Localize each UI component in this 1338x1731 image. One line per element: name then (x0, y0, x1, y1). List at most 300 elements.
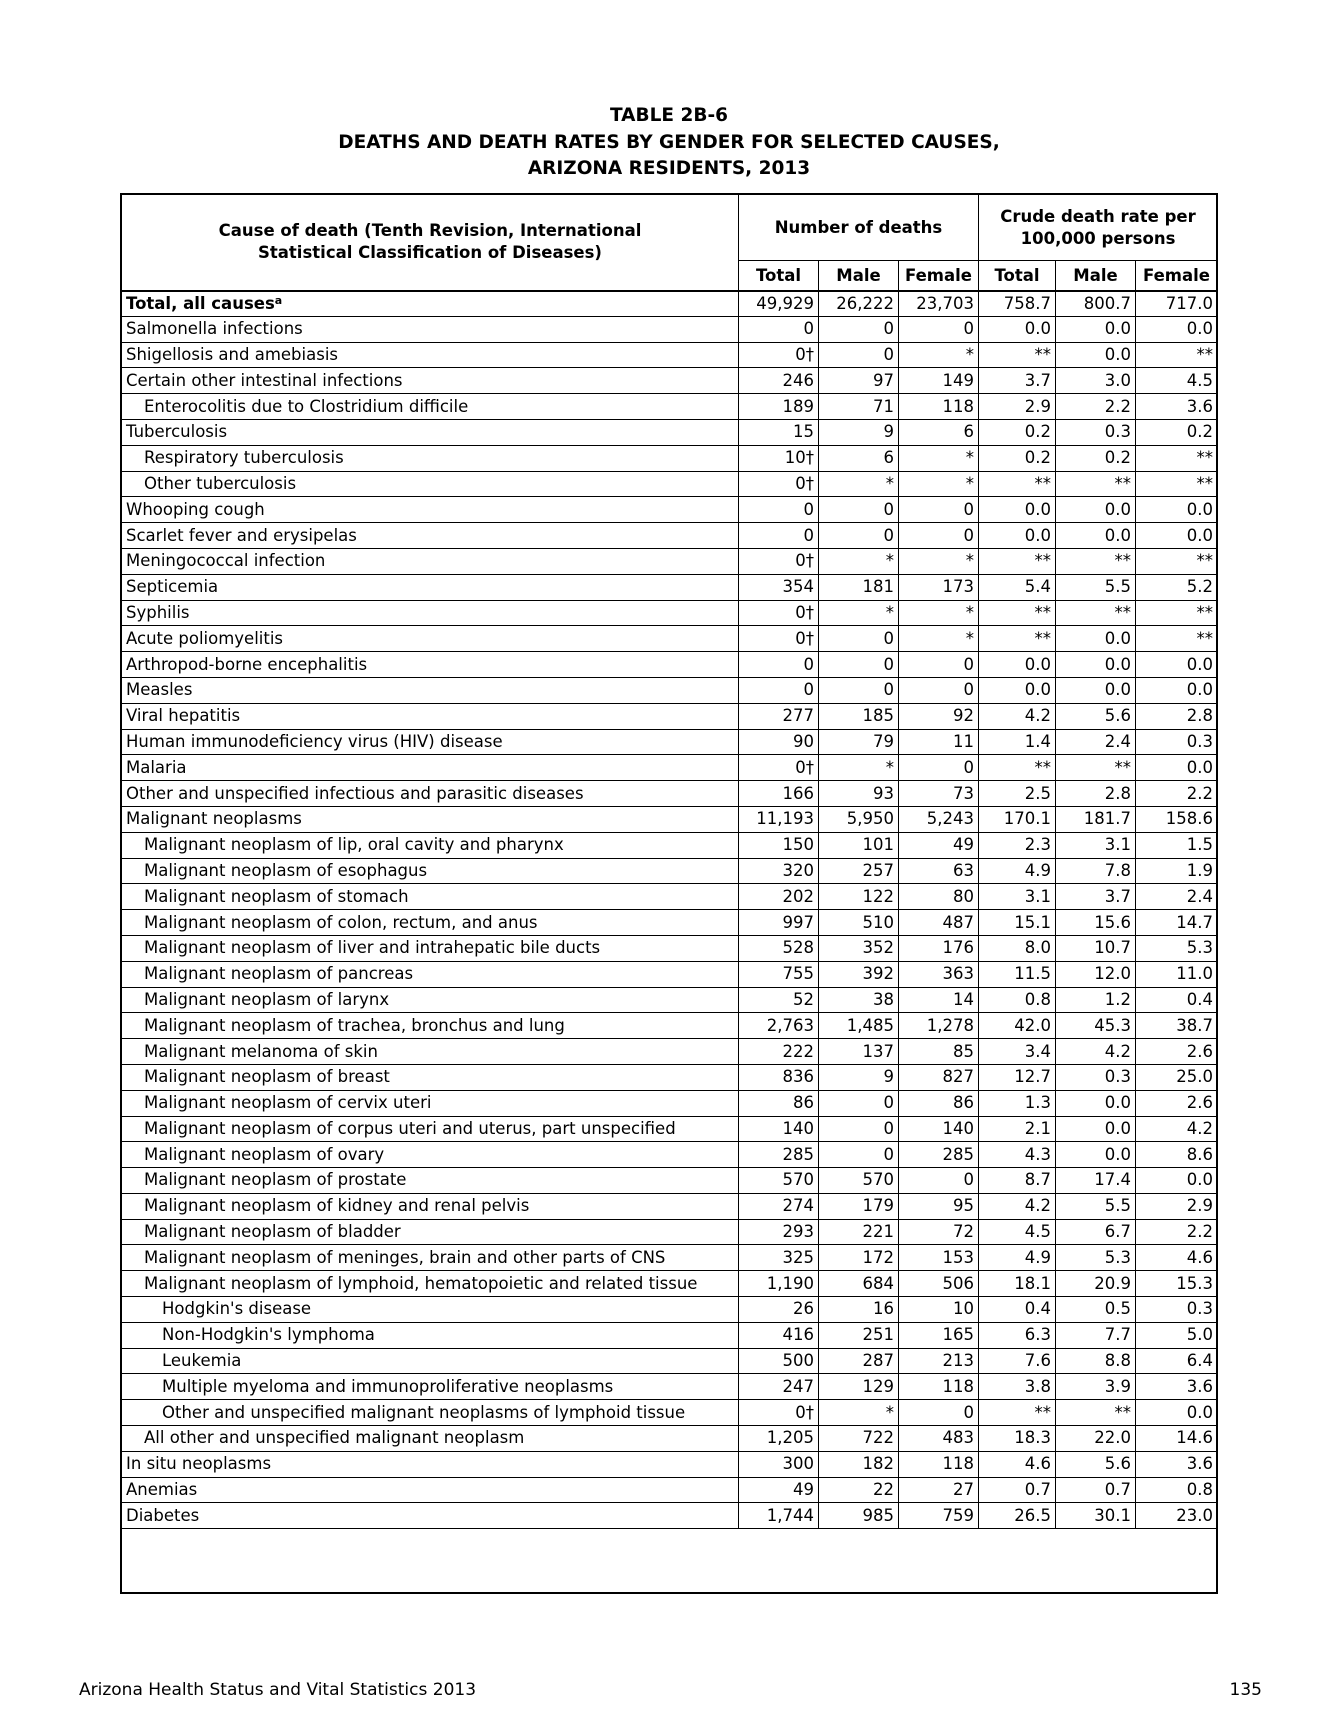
rate-male-cell: 800.7 (1056, 291, 1136, 317)
rate-female-cell: 0.3 (1136, 729, 1218, 755)
rate-total-cell: 0.2 (979, 445, 1056, 471)
rate-total-cell: 5.4 (979, 574, 1056, 600)
female-cell: 49 (899, 832, 979, 858)
rate-female-cell: 6.4 (1136, 1348, 1218, 1374)
cause-label: Malignant melanoma of skin (144, 1041, 378, 1061)
cause-label: Malignant neoplasm of lymphoid, hematopoietic and related tissue (144, 1273, 698, 1293)
rate-total-cell: 4.2 (979, 703, 1056, 729)
female-cell: 72 (899, 1219, 979, 1245)
total-cell: 755 (739, 961, 819, 987)
total-cell: 26 (739, 1297, 819, 1323)
rate-male-cell: ** (1056, 600, 1136, 626)
rate-female-cell: 0.0 (1136, 497, 1218, 523)
total-cell: 0† (739, 755, 819, 781)
table-row (122, 394, 1218, 420)
male-cell: 251 (819, 1322, 899, 1348)
rate-total-cell: 0.2 (979, 419, 1056, 445)
rate-total-cell: 11.5 (979, 961, 1056, 987)
female-cell: 80 (899, 884, 979, 910)
table-title (0, 103, 1338, 183)
cause-cell (122, 832, 739, 858)
male-cell: 0 (819, 1116, 899, 1142)
male-cell: 0 (819, 626, 899, 652)
rate-total-cell: ** (979, 626, 1056, 652)
total-cell: 293 (739, 1219, 819, 1245)
total-cell: 416 (739, 1322, 819, 1348)
male-cell: 0 (819, 677, 899, 703)
table-row (122, 523, 1218, 549)
female-cell: 92 (899, 703, 979, 729)
female-cell: 85 (899, 1039, 979, 1065)
male-cell: 6 (819, 445, 899, 471)
rate-total-cell: 1.4 (979, 729, 1056, 755)
rate-male-cell: 0.0 (1056, 677, 1136, 703)
cause-cell (122, 1374, 739, 1400)
rate-male-cell: 12.0 (1056, 961, 1136, 987)
rate-male-cell: 6.7 (1056, 1219, 1136, 1245)
total-cell: 0† (739, 342, 819, 368)
male-cell: * (819, 755, 899, 781)
male-cell: 985 (819, 1503, 899, 1529)
female-cell: * (899, 471, 979, 497)
table-number: TABLE 2B-6 (610, 105, 728, 126)
rate-female-cell: 3.6 (1136, 394, 1218, 420)
rate-total-header: Total (979, 261, 1056, 291)
female-cell: 0 (899, 755, 979, 781)
male-cell: 185 (819, 703, 899, 729)
male-cell: 101 (819, 832, 899, 858)
rate-female-cell: 0.0 (1136, 652, 1218, 678)
total-cell: 0 (739, 652, 819, 678)
total-cell: 0† (739, 600, 819, 626)
cause-cell (122, 1297, 739, 1323)
total-cell: 300 (739, 1451, 819, 1477)
rate-male-cell: 45.3 (1056, 1013, 1136, 1039)
rate-female-cell: 2.9 (1136, 1193, 1218, 1219)
rate-male-cell: 5.6 (1056, 703, 1136, 729)
cause-label: Malignant neoplasm of breast (144, 1067, 390, 1087)
table-row (122, 910, 1218, 936)
male-cell: 172 (819, 1245, 899, 1271)
cause-label: Malignant neoplasm of cervix uteri (144, 1093, 432, 1113)
footer-publication: Arizona Health Status and Vital Statistics 2013 (79, 1680, 477, 1700)
rate-total-cell: 4.3 (979, 1142, 1056, 1168)
cause-label: Malignant neoplasm of ovary (144, 1144, 385, 1164)
total-cell: 11,193 (739, 806, 819, 832)
cause-cell (122, 910, 739, 936)
cause-label: Total, all causes (126, 293, 275, 313)
female-cell: 118 (899, 1374, 979, 1400)
table-row (122, 1245, 1218, 1271)
male-cell: 722 (819, 1426, 899, 1452)
cause-label: Hodgkin's disease (162, 1299, 312, 1319)
cause-label: Enterocolitis due to Clostridium difficile (144, 396, 469, 416)
deaths-male-header: Male (819, 261, 899, 291)
rate-total-cell: 758.7 (979, 291, 1056, 317)
female-cell: 827 (899, 1064, 979, 1090)
female-cell: 95 (899, 1193, 979, 1219)
cause-cell (122, 394, 739, 420)
female-cell: 5,243 (899, 806, 979, 832)
table-row (122, 316, 1218, 342)
female-cell: 0 (899, 652, 979, 678)
total-cell: 320 (739, 858, 819, 884)
cause-cell (122, 806, 739, 832)
rate-total-cell: 26.5 (979, 1503, 1056, 1529)
rate-total-cell: 42.0 (979, 1013, 1056, 1039)
rate-total-cell: 2.9 (979, 394, 1056, 420)
rate-female-cell: ** (1136, 626, 1218, 652)
female-cell: 0 (899, 677, 979, 703)
table-row (122, 497, 1218, 523)
rate-female-cell: 2.6 (1136, 1039, 1218, 1065)
rate-male-cell: 7.7 (1056, 1322, 1136, 1348)
cause-label: Acute poliomyelitis (126, 628, 284, 648)
rate-male-cell: 3.7 (1056, 884, 1136, 910)
table-row (122, 1219, 1218, 1245)
deaths-female-header: Female (899, 261, 979, 291)
cause-label: Shigellosis and amebiasis (126, 344, 338, 364)
table-row (122, 935, 1218, 961)
rate-total-cell: 18.1 (979, 1271, 1056, 1297)
table-row (122, 1142, 1218, 1168)
rate-male-cell: ** (1056, 755, 1136, 781)
female-cell: 213 (899, 1348, 979, 1374)
female-cell: 73 (899, 781, 979, 807)
cause-label: Malignant neoplasm of kidney and renal pelvis (144, 1196, 530, 1216)
cause-label: Measles (126, 680, 193, 700)
table-row (122, 1374, 1218, 1400)
table-row (122, 858, 1218, 884)
female-cell: 10 (899, 1297, 979, 1323)
rate-female-cell: ** (1136, 342, 1218, 368)
male-cell: 181 (819, 574, 899, 600)
rate-male-cell: 5.6 (1056, 1451, 1136, 1477)
deaths-total-header: Total (739, 261, 819, 291)
cause-cell (122, 781, 739, 807)
rate-total-cell: 0.0 (979, 652, 1056, 678)
male-cell: 9 (819, 1064, 899, 1090)
rate-female-cell: 717.0 (1136, 291, 1218, 317)
table-row (122, 342, 1218, 368)
cause-label: Meningococcal infection (126, 551, 326, 571)
female-cell: * (899, 445, 979, 471)
death-rates-table (121, 194, 1218, 1529)
rate-female-cell: 0.0 (1136, 677, 1218, 703)
footer-page-number: 135 (1229, 1680, 1262, 1700)
cause-label: Certain other intestinal infections (126, 370, 403, 390)
rate-male-cell: 0.0 (1056, 1116, 1136, 1142)
rate-female-cell: 5.3 (1136, 935, 1218, 961)
cause-label: Arthropod-borne encephalitis (126, 654, 368, 674)
rate-male-cell: 2.8 (1056, 781, 1136, 807)
rate-male-cell: 8.8 (1056, 1348, 1136, 1374)
cause-cell (122, 1142, 739, 1168)
rate-female-cell: 1.5 (1136, 832, 1218, 858)
rate-total-cell: 7.6 (979, 1348, 1056, 1374)
cause-cell (122, 471, 739, 497)
male-cell: 287 (819, 1348, 899, 1374)
rate-total-cell: 2.1 (979, 1116, 1056, 1142)
cause-label: Non-Hodgkin's lymphoma (162, 1325, 375, 1345)
table-row (122, 677, 1218, 703)
rate-female-cell: 0.3 (1136, 1297, 1218, 1323)
male-cell: 0 (819, 1142, 899, 1168)
male-cell: 129 (819, 1374, 899, 1400)
total-cell: 354 (739, 574, 819, 600)
rate-male-cell: 22.0 (1056, 1426, 1136, 1452)
total-cell: 52 (739, 987, 819, 1013)
total-cell: 222 (739, 1039, 819, 1065)
table-row (122, 368, 1218, 394)
rate-male-cell: 0.0 (1056, 316, 1136, 342)
rate-male-cell: 0.0 (1056, 1090, 1136, 1116)
rate-female-cell: 23.0 (1136, 1503, 1218, 1529)
rate-female-cell: ** (1136, 445, 1218, 471)
rate-male-cell: 0.0 (1056, 497, 1136, 523)
rate-total-cell: 170.1 (979, 806, 1056, 832)
cause-label: In situ neoplasms (126, 1454, 272, 1474)
table-row (122, 781, 1218, 807)
female-cell: 759 (899, 1503, 979, 1529)
rate-total-cell: 8.7 (979, 1168, 1056, 1194)
cause-cell (122, 729, 739, 755)
cause-label: Malignant neoplasm of liver and intrahepatic bile ducts (144, 938, 601, 958)
cause-label: Malignant neoplasm of prostate (144, 1170, 407, 1190)
rate-male-cell: 0.0 (1056, 626, 1136, 652)
total-cell: 0† (739, 548, 819, 574)
cause-cell (122, 1193, 739, 1219)
male-cell: 0 (819, 1090, 899, 1116)
cause-label: Scarlet fever and erysipelas (126, 525, 357, 545)
rate-female-cell: ** (1136, 600, 1218, 626)
cause-cell (122, 884, 739, 910)
table-row (122, 961, 1218, 987)
cause-cell (122, 1064, 739, 1090)
cause-label: Malignant neoplasm of larynx (144, 989, 390, 1009)
rate-male-cell: 5.3 (1056, 1245, 1136, 1271)
rate-female-cell: 3.6 (1136, 1374, 1218, 1400)
table-body (122, 291, 1218, 1529)
cause-label: Malaria (126, 757, 187, 777)
total-cell: 0 (739, 523, 819, 549)
total-cell: 274 (739, 1193, 819, 1219)
total-cell: 202 (739, 884, 819, 910)
table-heading: DEATHS AND DEATH RATES BY GENDER FOR SELECTED CAUSES, (338, 131, 1000, 153)
table-row (122, 419, 1218, 445)
female-cell: 173 (899, 574, 979, 600)
total-cell: 0† (739, 626, 819, 652)
rate-male-cell: 0.0 (1056, 342, 1136, 368)
total-cell: 836 (739, 1064, 819, 1090)
rate-total-cell: 6.3 (979, 1322, 1056, 1348)
cause-cell (122, 1245, 739, 1271)
cause-cell (122, 1426, 739, 1452)
male-cell: * (819, 1400, 899, 1426)
cause-label: Tuberculosis (126, 422, 228, 442)
male-cell: 0 (819, 342, 899, 368)
cause-label: Diabetes (126, 1505, 200, 1525)
table-row (122, 1426, 1218, 1452)
male-cell: * (819, 600, 899, 626)
cause-label: Leukemia (162, 1351, 242, 1371)
male-cell: 352 (819, 935, 899, 961)
rate-female-cell: 0.0 (1136, 316, 1218, 342)
rate-female-cell: 4.5 (1136, 368, 1218, 394)
cause-cell (122, 574, 739, 600)
female-cell: 506 (899, 1271, 979, 1297)
rate-female-cell: 2.2 (1136, 781, 1218, 807)
rate-female-cell: 1.9 (1136, 858, 1218, 884)
rate-total-cell: 3.4 (979, 1039, 1056, 1065)
cause-cell (122, 626, 739, 652)
rate-total-cell: ** (979, 548, 1056, 574)
cause-cell (122, 497, 739, 523)
cause-cell (122, 1451, 739, 1477)
table-row (122, 626, 1218, 652)
female-cell: 86 (899, 1090, 979, 1116)
rate-female-cell: 15.3 (1136, 1271, 1218, 1297)
rate-total-cell: 0.0 (979, 677, 1056, 703)
total-cell: 500 (739, 1348, 819, 1374)
rate-total-cell: 18.3 (979, 1426, 1056, 1452)
cause-label: Multiple myeloma and immunoproliferative neoplasms (162, 1376, 614, 1396)
male-cell: 0 (819, 497, 899, 523)
male-cell: 5,950 (819, 806, 899, 832)
cause-cell (122, 858, 739, 884)
cause-cell (122, 548, 739, 574)
rate-male-cell: 0.3 (1056, 419, 1136, 445)
cause-cell (122, 1503, 739, 1529)
table-row (122, 1348, 1218, 1374)
total-cell: 0 (739, 677, 819, 703)
cause-cell (122, 1271, 739, 1297)
rate-total-cell: 3.7 (979, 368, 1056, 394)
female-cell: 14 (899, 987, 979, 1013)
total-cell: 2,763 (739, 1013, 819, 1039)
cause-label: Anemias (126, 1480, 198, 1500)
rate-total-cell: 4.6 (979, 1451, 1056, 1477)
rate-female-cell: 25.0 (1136, 1064, 1218, 1090)
rate-female-cell: 0.4 (1136, 987, 1218, 1013)
total-cell: 570 (739, 1168, 819, 1194)
rate-female-cell: ** (1136, 471, 1218, 497)
table-row (122, 652, 1218, 678)
total-cell: 325 (739, 1245, 819, 1271)
male-cell: 257 (819, 858, 899, 884)
total-cell: 49 (739, 1477, 819, 1503)
rate-group-header: Crude death rate per 100,000 persons (979, 195, 1218, 261)
rate-total-cell: 8.0 (979, 935, 1056, 961)
rate-male-cell: 5.5 (1056, 1193, 1136, 1219)
cause-cell (122, 1168, 739, 1194)
table-row (122, 445, 1218, 471)
female-cell: * (899, 548, 979, 574)
table-row (122, 729, 1218, 755)
male-cell: 0 (819, 316, 899, 342)
cause-cell (122, 703, 739, 729)
table-row (122, 1116, 1218, 1142)
cause-cell (122, 291, 739, 317)
cause-cell (122, 1013, 739, 1039)
table-row (122, 574, 1218, 600)
female-cell: 140 (899, 1116, 979, 1142)
female-cell: * (899, 626, 979, 652)
male-cell: 26,222 (819, 291, 899, 317)
total-cell: 0 (739, 316, 819, 342)
rate-male-cell: 3.1 (1056, 832, 1136, 858)
male-cell: 71 (819, 394, 899, 420)
female-cell: 0 (899, 497, 979, 523)
male-cell: 684 (819, 1271, 899, 1297)
total-cell: 90 (739, 729, 819, 755)
table-row (122, 1064, 1218, 1090)
rate-total-cell: 4.5 (979, 1219, 1056, 1245)
female-cell: 27 (899, 1477, 979, 1503)
cause-cell (122, 1219, 739, 1245)
rate-female-cell: 2.2 (1136, 1219, 1218, 1245)
rate-female-cell: 4.6 (1136, 1245, 1218, 1271)
rate-total-cell: 0.8 (979, 987, 1056, 1013)
rate-total-cell: 4.9 (979, 1245, 1056, 1271)
table-row (122, 1503, 1218, 1529)
rate-total-cell: ** (979, 471, 1056, 497)
cause-cell (122, 523, 739, 549)
table-row (122, 884, 1218, 910)
rate-male-cell: 17.4 (1056, 1168, 1136, 1194)
cause-cell (122, 987, 739, 1013)
rate-female-cell: 8.6 (1136, 1142, 1218, 1168)
cause-cell (122, 1116, 739, 1142)
table-row (122, 471, 1218, 497)
rate-male-cell: 0.0 (1056, 652, 1136, 678)
cause-cell (122, 316, 739, 342)
rate-female-cell: 14.6 (1136, 1426, 1218, 1452)
male-cell: 122 (819, 884, 899, 910)
female-cell: 0 (899, 1400, 979, 1426)
total-cell: 246 (739, 368, 819, 394)
cause-cell (122, 755, 739, 781)
table-row (122, 703, 1218, 729)
male-cell: 179 (819, 1193, 899, 1219)
male-cell: 97 (819, 368, 899, 394)
cause-label: Respiratory tuberculosis (144, 448, 344, 468)
rate-total-cell: ** (979, 1400, 1056, 1426)
total-cell: 1,205 (739, 1426, 819, 1452)
rate-total-cell: 12.7 (979, 1064, 1056, 1090)
table-row (122, 1297, 1218, 1323)
cause-label: Human immunodeficiency virus (HIV) disease (126, 731, 503, 751)
total-cell: 0† (739, 471, 819, 497)
table-row (122, 1168, 1218, 1194)
table-row (122, 832, 1218, 858)
female-cell: 487 (899, 910, 979, 936)
total-cell: 285 (739, 1142, 819, 1168)
total-cell: 140 (739, 1116, 819, 1142)
table-row (122, 1451, 1218, 1477)
cause-label: Malignant neoplasm of stomach (144, 886, 409, 906)
rate-female-cell: 0.0 (1136, 523, 1218, 549)
rate-male-cell: 1.2 (1056, 987, 1136, 1013)
female-cell: 118 (899, 1451, 979, 1477)
male-cell: 93 (819, 781, 899, 807)
rate-female-cell: 158.6 (1136, 806, 1218, 832)
rate-female-cell: 0.0 (1136, 1168, 1218, 1194)
rate-female-cell: ** (1136, 548, 1218, 574)
male-cell: 392 (819, 961, 899, 987)
cause-cell (122, 1039, 739, 1065)
table-row (122, 1039, 1218, 1065)
